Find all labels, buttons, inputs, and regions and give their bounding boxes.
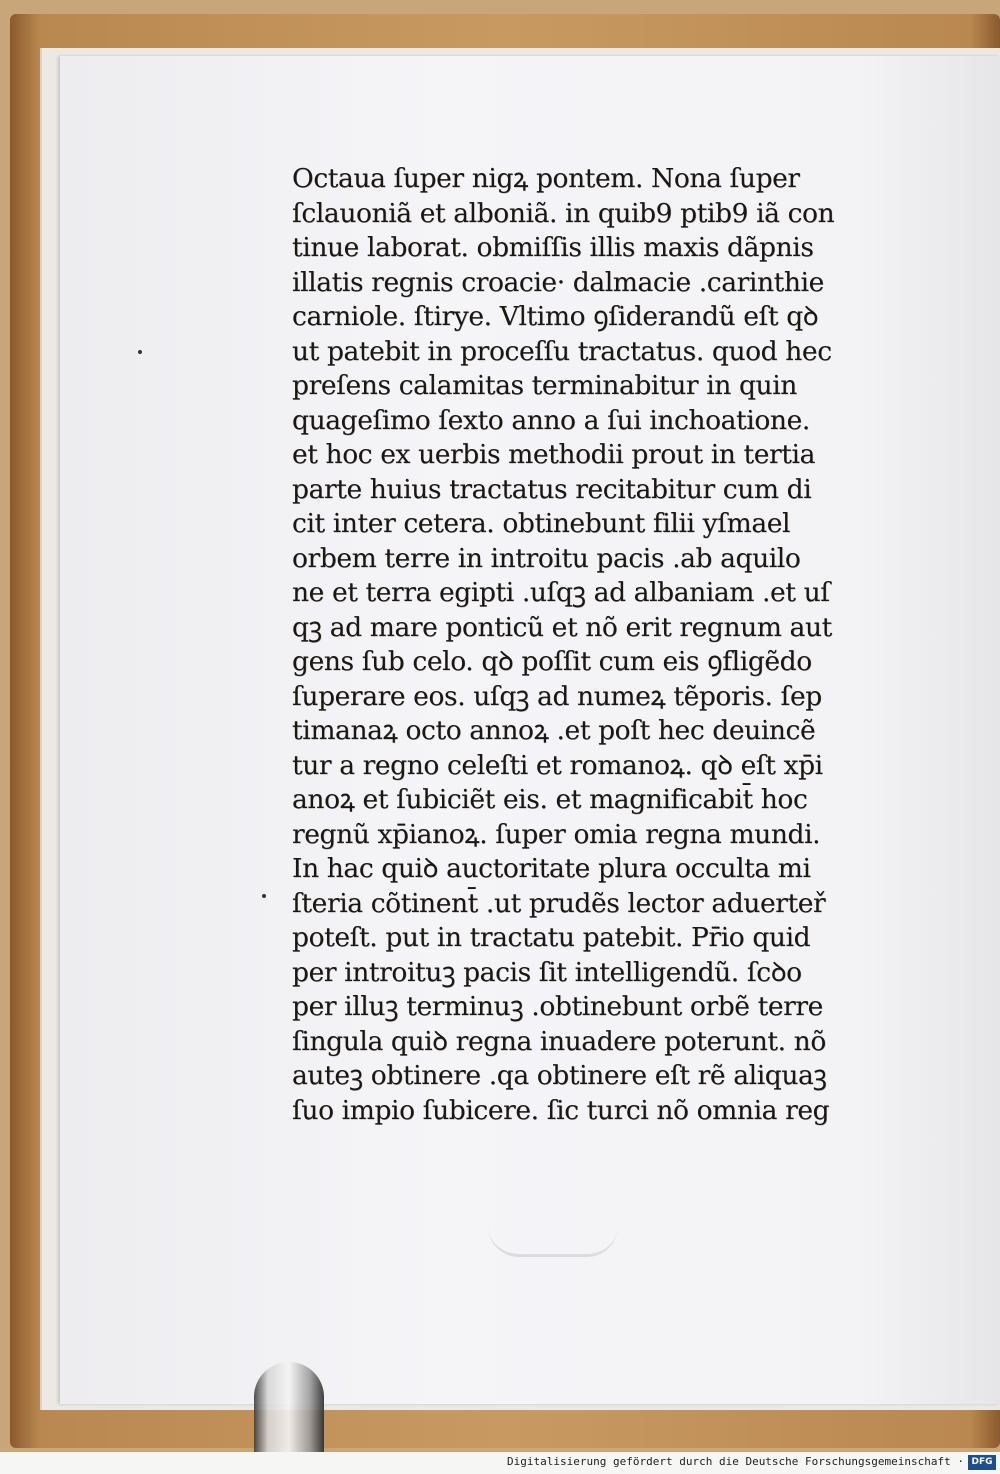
text-line-7: preſens calamitas terminabitur in quin xyxy=(292,370,797,401)
incunable-text-block xyxy=(292,162,862,1128)
text-line-15: gens ſub celo. qꝺ poſſit cum eis ꝯfligẽdo xyxy=(292,646,812,677)
funding-note: Digitalisierung gefördert durch die Deutsche Forschungsgemeinschaft · xyxy=(507,1455,964,1468)
text-line-9: et hoc ex uerbis methodii prout in tertia xyxy=(292,439,816,470)
text-line-2: ſclauoniã et alboniã. in quib9 ptib9 iã con xyxy=(292,197,835,229)
book-clip xyxy=(254,1362,324,1452)
text-line-17: timanaꝝ octo annoꝝ .et poſt hec deuincẽ xyxy=(292,715,816,746)
footer-bar xyxy=(0,1452,1000,1474)
text-line-25: per illuꝫ terminuꝫ .obtinebunt orbẽ terre xyxy=(292,991,823,1022)
text-line-5: carniole. ſtirye. Vltimo ꝯſiderandũ eſt qꝺ xyxy=(292,301,819,332)
text-line-21: In hac quiꝺ auctoritate plura occulta mi xyxy=(292,853,811,884)
text-line-22: ſteria cõtinent̄ .ut prudẽs lector aduerteř xyxy=(292,887,826,919)
text-line-13: ne et terra egipti .uſqꝫ ad albaniam .et uſ xyxy=(292,577,830,608)
text-line-24: per introituꝫ pacis ſit intelligendũ. ſcꝺo xyxy=(292,956,802,988)
text-line-27: auteꝫ obtinere .qa obtinere eſt rẽ aliquaꝫ xyxy=(292,1060,827,1091)
page-blemish xyxy=(262,894,266,898)
text-line-11: cit inter cetera. obtinebunt filii yſmael xyxy=(292,508,791,539)
page-emboss-mark xyxy=(488,1226,618,1257)
text-line-20: regnũ xp̄ianoꝝ. ſuper omia regna mundi. xyxy=(292,818,821,850)
text-line-6: ut patebit in proceſſu tractatus. quod hec xyxy=(292,335,832,367)
text-line-18: tur a regno celeſti et romanoꝝ. qꝺ eſt xp̄i xyxy=(292,749,823,781)
text-line-23: poteſt. put in tractatu patebit. Pr̄io quid xyxy=(292,922,811,953)
text-line-10: parte huius tractatus recitabitur cum di xyxy=(292,473,812,505)
text-line-16: ſuperare eos. uſqꝫ ad numeꝝ tẽporis. ſep xyxy=(292,680,822,712)
dfg-logo-icon: DFG xyxy=(968,1455,996,1470)
text-line-19: anoꝝ et ſubiciẽt eis. et magnificabit̄ hoc xyxy=(292,784,808,815)
text-line-26: ſingula quiꝺ regna inuadere poterunt. nõ xyxy=(292,1025,826,1057)
text-line-8: quageſimo ſexto anno a ſui inchoatione. xyxy=(292,404,810,436)
text-line-12: orbem terre in introitu pacis .ab aquilo xyxy=(292,542,801,574)
page-blemish xyxy=(138,350,142,354)
text-line-3: tinue laborat. obmiſſis illis maxis dãpnis xyxy=(292,232,814,263)
text-line-28: ſuo impio ſubicere. ſic turci nõ omnia reg xyxy=(292,1094,830,1126)
text-line-1: Octaua ſuper nigꝝ pontem. Nona ſuper xyxy=(292,163,800,194)
text-line-14: qꝫ ad mare ponticũ et nõ erit regnum aut xyxy=(292,611,832,643)
text-line-4: illatis regnis croacie· dalmacie .carinthie xyxy=(292,266,824,298)
